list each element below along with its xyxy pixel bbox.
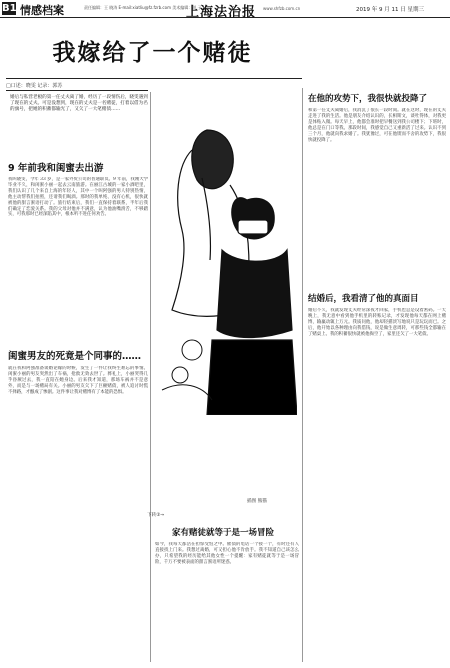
couple-illustration <box>152 90 297 415</box>
lead-paragraph: 婚后与私营老板的第一任丈夫离了婚，经历了一段情伤后，晓雯遇到了现在的丈夫。可是没想到，现在的丈夫是一名赌徒，打着以借为名的旗号，把她的积蓄都输光了，又欠了一大笔赌债…… <box>10 95 148 113</box>
masthead-url: www.shfzb.com.cn <box>263 6 301 11</box>
illustration-credit: 插图 熊猫 <box>247 499 267 504</box>
chapter-heading-2: 闺蜜男友的死竟是个同事的…… <box>8 351 142 362</box>
byline-rule <box>6 90 148 91</box>
chapter-heading-3: 在他的攻势下，我很快就投降了 <box>308 94 428 104</box>
byline: □口述：晓雯 记录：郭苏 <box>6 83 63 89</box>
article-title: 我嫁给了一个赌徒 <box>52 40 253 66</box>
chapter-text-2: 就在我和阿强准备谈婚论嫁的时候，发生了一件让我终生难忘的事情。闺蜜小丽的男友突然出了车祸，抢救无效去世了。葬礼上，小丽哭得几乎昏厥过去，我一直陪在她身边。后来我才知道，那场车祸并不是意外，而是与一场赌局有关。小丽的男友欠下了巨额赌债，被人追讨时慌不择路，才酿成了惨剧。这件事让我对赌博有了本能的恐惧。 <box>8 366 148 395</box>
section-title: 情感档案 <box>20 4 64 17</box>
chapter-text-3: 和第一任丈夫离婚后，我消沉了很长一段时间。就在这时，现在的丈夫走进了我的生活。他是朋友介绍认识的，长相斯文，谈吐得体，对我更是体贴入微。每天早上，他都会准时把早餐送到我公司楼下；下班时，他总是在门口等我。那段时间，我感觉自己又重新活了过来。认识不到三个月，他就向我求婚了。我犹豫过，可在他锲而不舍的攻势下，我很快就投降了。 <box>308 108 446 143</box>
newspaper-masthead: 上海法治报 <box>186 5 257 20</box>
chapter-heading-5: 家有赌徒就等于是一场冒险 <box>172 528 275 538</box>
editors-line: 责任编辑：王 晓涛 E-mail:xiatliu@fz.fzrb.com 美术编辑：胡 子 <box>84 5 202 10</box>
chapter-text-4: 婚后不久，我就发现丈夫经常深夜才回家，手机也总是设着密码。一天晚上，我无意中看到他手机里的转账记录，才发现他每天都在网上赌博，输赢动辄上万元。我质问他，他却轻描淡写地说只是玩玩而已。之后，他开始以各种理由向我借钱，说是做生意周转，可那些钱全都输在了赌桌上。我的积蓄很快就被他掏空了，家里还欠了一大笔债。 <box>308 308 446 337</box>
issue-date: 2019 年 9 月 11 日 星期三 <box>356 7 424 13</box>
continue-note: 下转②→ <box>147 513 165 518</box>
chapter-heading-1: 9 年前我和闺蜜去出游 <box>8 163 104 174</box>
page-number: B1 <box>2 3 17 14</box>
chapter-text-1: 我叫晓雯，今年 33 岁，是一家外贸公司的普通职员。9 年前，我刚大学毕业不久，和闺蜜小丽一起去云南旅游。在丽江古城的一家小酒吧里，我们认识了几个来自上海的年轻人，其中一个叫阿强的男人特别热情，他主动帮我们拍照，还请我们喝酒。那时的我单纯、没有心机，很快就被他的甜言蜜语打动了。旅行结束后，我们一直保持着联系，半年后我们确定了恋爱关系。我的父母对他并不满意，认为他油嘴滑舌，不够踏实，可我那时已经深陷其中，根本听不进任何劝告。 <box>8 177 148 218</box>
title-rule <box>6 78 302 79</box>
chapter-text-5: 如今，我每天都活在担惊受怕之中。催债的电话一个接一个，有时还有人直接找上门来。我想过离婚，可又担心他不肯放手。我不知道自己该怎么办，只希望我的经历能给其他女性一个提醒：家有赌徒就等于是一场冒险，千万不要被表面的甜言蜜语所迷惑。 <box>155 542 299 565</box>
column-divider-right <box>302 88 303 662</box>
chapter-heading-4: 结婚后，我看清了他的真面目 <box>308 294 419 304</box>
column-divider-left <box>150 92 151 662</box>
